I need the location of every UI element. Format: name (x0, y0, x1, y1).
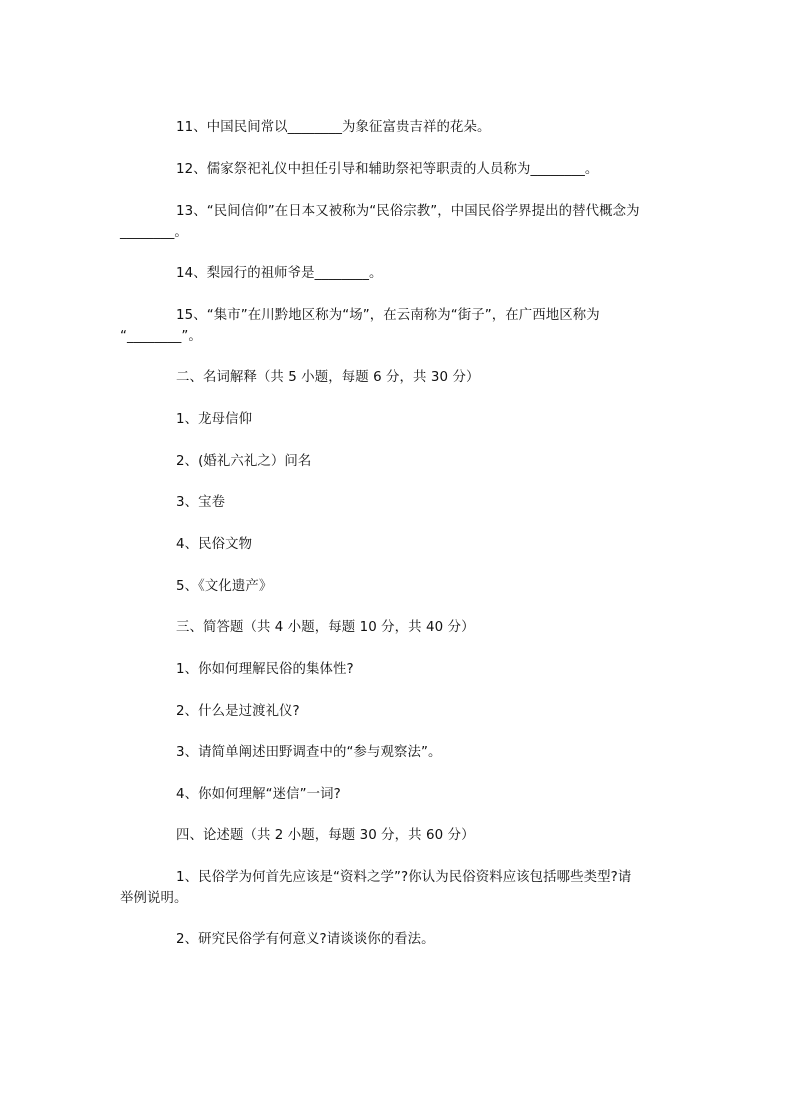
question-11: 11、中国民间常以________为象征富贵吉祥的花朵。 (176, 120, 491, 135)
short-answer-item: 4、你如何理解“迷信”一词? (176, 787, 341, 802)
question-12: 12、儒家祭祀礼仪中担任引导和辅助祭祀等职责的人员称为________。 (176, 162, 599, 177)
essay-question-1-line-1: 1、民俗学为何首先应该是“资料之学”?你认为民俗资料应该包括哪些类型?请 (176, 870, 632, 885)
short-answer-item: 1、你如何理解民俗的集体性? (176, 662, 354, 677)
question-13-line-2: ________。 (120, 225, 188, 240)
question-15-line-2: “________”。 (120, 329, 202, 344)
section-heading-terms: 二、名词解释（共 5 小题，每题 6 分，共 30 分） (176, 370, 480, 385)
term-item: 1、龙母信仰 (176, 412, 253, 427)
short-answer-item: 2、什么是过渡礼仪? (176, 704, 300, 719)
term-item: 5、《文化遗产》 (176, 579, 273, 594)
essay-question-1-line-2: 举例说明。 (120, 891, 188, 906)
question-15-line-1: 15、“集市”在川黔地区称为“场”，在云南称为“街子”，在广西地区称为 (176, 308, 600, 323)
term-item: 3、宝卷 (176, 495, 226, 510)
short-answer-item: 3、请简单阐述田野调查中的“参与观察法”。 (176, 745, 442, 760)
term-item: 2、(婚礼六礼之）问名 (176, 454, 312, 469)
essay-question-2: 2、研究民俗学有何意义?请谈谈你的看法。 (176, 932, 435, 947)
question-14: 14、梨园行的祖师爷是________。 (176, 266, 383, 281)
term-item: 4、民俗文物 (176, 537, 253, 552)
question-13-line-1: 13、“民间信仰”在日本又被称为“民俗宗教”，中国民俗学界提出的替代概念为 (176, 204, 640, 219)
section-heading-essay: 四、论述题（共 2 小题，每题 30 分，共 60 分） (176, 828, 475, 843)
section-heading-short-answer: 三、简答题（共 4 小题，每题 10 分，共 40 分） (176, 620, 475, 635)
